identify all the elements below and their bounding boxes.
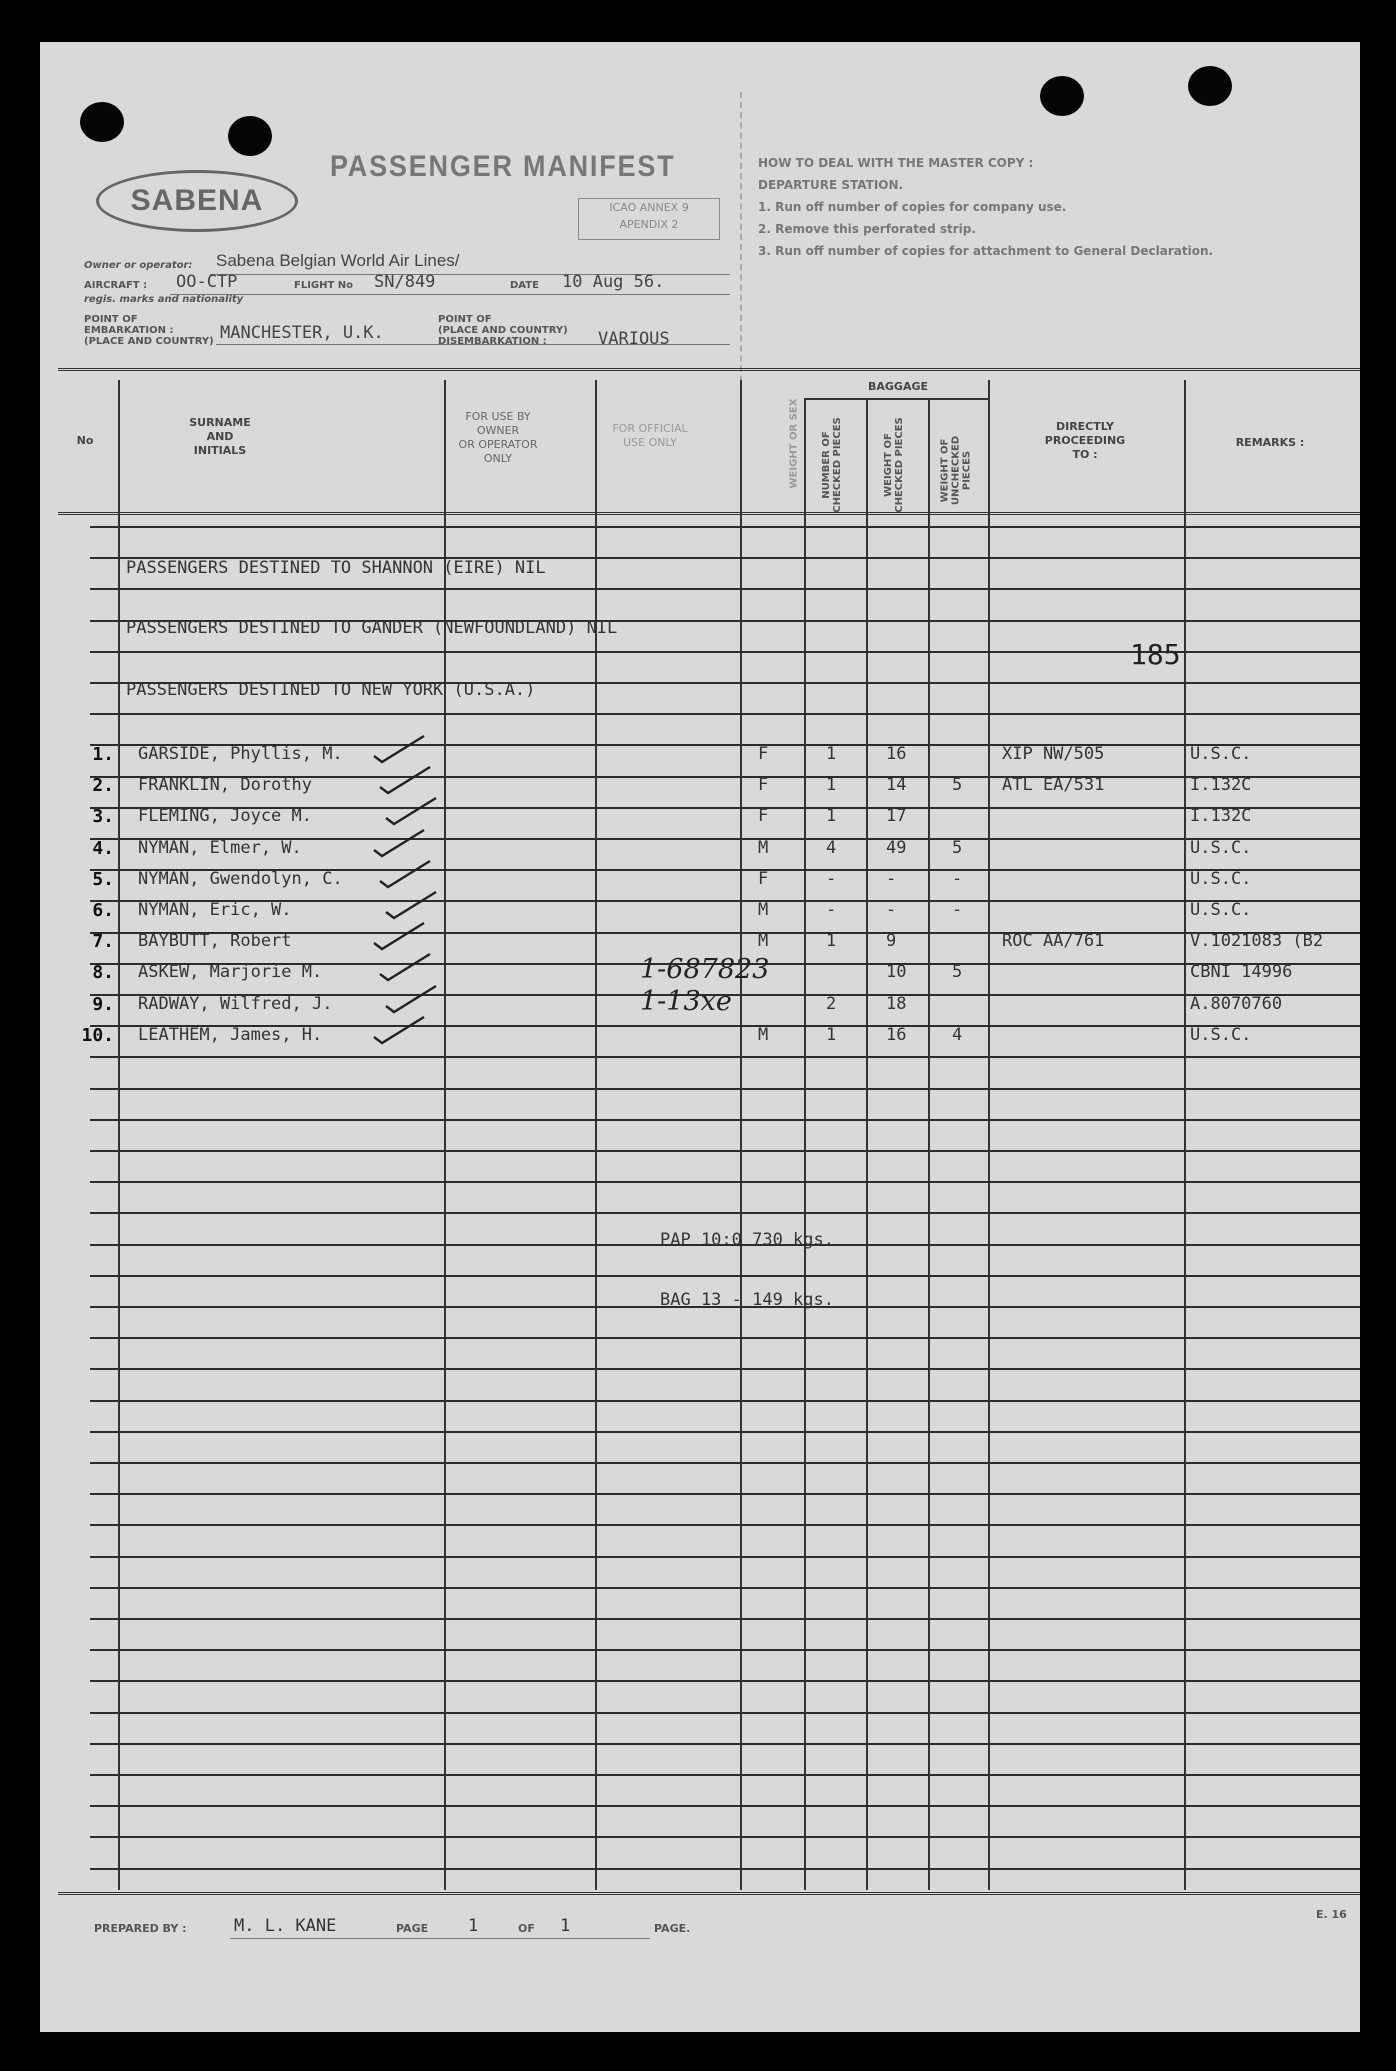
row-rule <box>90 588 1360 590</box>
passenger-sex: F <box>758 868 769 889</box>
passenger-name: ASKEW, Marjorie M. <box>138 962 323 983</box>
check-mark-icon <box>370 826 430 860</box>
checked-weight: 9 <box>886 931 897 952</box>
master-copy-instructions <box>758 152 1348 262</box>
row-rule <box>90 1649 1360 1651</box>
baggage-underline <box>804 398 988 400</box>
row-rule <box>90 1088 1360 1090</box>
footer-underline <box>230 1938 650 1939</box>
row-rule <box>90 1368 1360 1370</box>
check-mark-icon <box>382 794 442 828</box>
checked-weight: 18 <box>886 993 907 1014</box>
passenger-number: 3. <box>92 806 114 828</box>
passenger-number: 2. <box>92 775 114 797</box>
remarks: I.132C <box>1190 775 1252 796</box>
flight-value: SN/849 <box>374 272 436 292</box>
header-bottom-border <box>58 512 1360 515</box>
destination-line: PASSENGERS DESTINED TO SHANNON (EIRE) NIL <box>126 558 546 578</box>
proceeding-to: XIP NW/505 <box>1002 744 1105 764</box>
passenger-number: 8. <box>92 962 114 984</box>
embark-label-1: POINT OF <box>84 314 138 325</box>
destination-line: PASSENGERS DESTINED TO NEW YORK (U.S.A.) <box>126 680 536 700</box>
passenger-name: NYMAN, Eric, W. <box>138 900 292 920</box>
official-use-note: 1-687823 <box>640 954 770 986</box>
date-label: DATE <box>510 280 539 291</box>
checked-weight: 16 <box>886 744 907 764</box>
total-baggage: BAG 13 - 149 kgs. <box>660 1290 834 1310</box>
unchecked-weight: 5 <box>952 962 963 983</box>
row-rule <box>90 1805 1360 1807</box>
owner-label: Owner or operator: <box>84 260 193 271</box>
col-rule <box>1184 380 1186 1890</box>
icao-annex-box: ICAO ANNEX 9 APENDIX 2 <box>578 198 720 240</box>
row-rule <box>90 1618 1360 1620</box>
punch-hole-1 <box>80 102 124 142</box>
aircraft-underline <box>170 294 730 295</box>
checked-pieces: 1 <box>826 744 837 764</box>
col-directly-header: DIRECTLY PROCEEDING TO : <box>1044 420 1126 461</box>
checked-pieces: 4 <box>826 837 837 858</box>
checked-pieces: 1 <box>826 806 837 827</box>
passenger-name: NYMAN, Gwendolyn, C. <box>138 868 343 889</box>
embark-value: MANCHESTER, U.K. <box>220 323 384 343</box>
col-no-header: No <box>76 434 94 447</box>
unchecked-weight: 5 <box>952 837 963 858</box>
row-rule <box>90 713 1360 715</box>
check-mark-icon <box>376 950 436 984</box>
check-mark-icon <box>370 919 430 953</box>
manifest-sheet <box>40 42 1360 2032</box>
checked-pieces: - <box>826 868 837 889</box>
row-rule <box>90 1680 1360 1682</box>
row-rule <box>90 1462 1360 1464</box>
check-mark-icon <box>382 982 442 1016</box>
row-rule <box>90 1493 1360 1495</box>
disembark-label-3: DISEMBARKATION : <box>438 336 547 347</box>
passenger-name: BAYBUTT, Robert <box>138 931 292 952</box>
remarks: CBNI 14996 <box>1190 962 1293 983</box>
proceeding-to: ATL EA/531 <box>1002 775 1105 796</box>
col-rule <box>988 380 990 1890</box>
passenger-number: 9. <box>92 993 114 1015</box>
page-value: 1 <box>468 1916 479 1936</box>
check-mark-icon <box>376 857 436 891</box>
punch-hole-4 <box>1188 66 1232 106</box>
checked-weight: 17 <box>886 806 907 827</box>
row-rule <box>90 1181 1360 1183</box>
punch-hole-3 <box>1040 76 1084 116</box>
instruction-line: 1. Run off number of copies for company use. <box>758 200 1067 214</box>
check-mark-icon <box>376 763 436 797</box>
destination-line: PASSENGERS DESTINED TO GANDER (NEWFOUNDLAND) NIL <box>126 618 618 638</box>
of-value: 1 <box>560 1916 571 1936</box>
col-rule <box>866 400 868 1890</box>
passenger-name: FLEMING, Joyce M. <box>138 806 312 827</box>
passenger-sex: M <box>758 1024 769 1045</box>
row-rule <box>90 1836 1360 1838</box>
proceeding-to: ROC AA/761 <box>1002 931 1105 952</box>
aircraft-value: OO-CTP <box>176 272 238 292</box>
passenger-number: 5. <box>92 868 114 890</box>
passenger-name: NYMAN, Elmer, W. <box>138 837 302 858</box>
table-bottom-border <box>58 1892 1360 1895</box>
row-rule <box>90 1774 1360 1776</box>
of-label: OF <box>518 1922 535 1935</box>
row-rule <box>90 1150 1360 1152</box>
unchecked-weight: 4 <box>952 1024 963 1045</box>
col-baggage-header: BAGGAGE <box>867 380 928 393</box>
checked-pieces: 2 <box>826 993 837 1014</box>
passenger-sex: F <box>758 775 769 796</box>
passenger-number: 1. <box>92 744 114 765</box>
unchecked-weight: 5 <box>952 775 963 796</box>
form-code: E. 16 <box>1316 1908 1347 1921</box>
checked-weight: 14 <box>886 775 907 796</box>
col-remarks-header: REMARKS : <box>1235 436 1305 449</box>
checked-pieces: 1 <box>826 1024 837 1045</box>
row-rule <box>90 1556 1360 1558</box>
row-rule <box>90 526 1360 528</box>
passenger-sex: M <box>758 931 769 952</box>
total-passengers: PAP 10:0 730 kgs. <box>660 1230 834 1250</box>
col-weight-header: WEIGHT OR SEX <box>788 398 800 489</box>
row-rule <box>90 1743 1360 1745</box>
row-rule <box>90 1431 1360 1433</box>
col-rule <box>740 380 742 1890</box>
date-value: 10 Aug 56. <box>562 272 665 292</box>
row-rule <box>90 1868 1360 1870</box>
col-unchecked-wt-header: WEIGHT OF UNCHECKED PIECES <box>939 435 973 506</box>
passenger-sex: F <box>758 806 769 827</box>
col-rule <box>804 400 806 1890</box>
checked-pieces: 1 <box>826 931 837 952</box>
remarks: A.8070760 <box>1190 993 1283 1014</box>
instruction-line: 3. Run off number of copies for attachment to General Declaration. <box>758 244 1214 258</box>
passenger-name: LEATHEM, James, H. <box>138 1024 323 1045</box>
prepared-value: M. L. KANE <box>234 1916 337 1936</box>
passenger-name: GARSIDE, Phyllis, M. <box>138 744 343 764</box>
col-official-header: FOR OFFICIAL USE ONLY <box>612 422 688 449</box>
remarks: I.132C <box>1190 806 1252 827</box>
passenger-sex: M <box>758 900 769 920</box>
table-top-border <box>58 368 1360 371</box>
prepared-label: PREPARED BY : <box>94 1922 187 1935</box>
disembark-value: VARIOUS <box>598 329 670 349</box>
check-mark-icon <box>370 1013 430 1047</box>
unchecked-weight: - <box>952 900 963 920</box>
passenger-number: 6. <box>92 900 114 921</box>
pages-label: PAGE. <box>654 1922 691 1935</box>
embark-label-3: (PLACE AND COUNTRY) <box>84 336 214 347</box>
col-checked-wt-header: WEIGHT OF CHECKED PIECES <box>883 417 905 513</box>
embark-underline <box>216 344 730 345</box>
remarks: U.S.C. <box>1190 868 1252 889</box>
checked-weight: 49 <box>886 837 907 858</box>
passenger-sex: M <box>758 837 769 858</box>
instruction-line: DEPARTURE STATION. <box>758 178 904 192</box>
aircraft-label: AIRCRAFT : <box>84 280 148 291</box>
disembark-label-2: (PLACE AND COUNTRY) <box>438 325 568 336</box>
embark-label-2: EMBARKATION : <box>84 325 174 336</box>
passenger-sex: F <box>758 744 769 764</box>
remarks: V.1021083 (B2 <box>1190 931 1324 952</box>
row-rule <box>90 1275 1360 1277</box>
handwritten-number: 185 <box>1130 638 1181 671</box>
remarks: U.S.C. <box>1190 900 1252 920</box>
row-rule <box>90 1400 1360 1402</box>
remarks: U.S.C. <box>1190 744 1252 764</box>
page-label: PAGE <box>396 1922 429 1935</box>
remarks: U.S.C. <box>1190 837 1252 858</box>
row-rule <box>90 1712 1360 1714</box>
row-rule <box>90 1524 1360 1526</box>
regis-note: regis. marks and nationality <box>84 294 244 305</box>
col-rule <box>595 380 597 1890</box>
instruction-line: HOW TO DEAL WITH THE MASTER COPY : <box>758 156 1034 170</box>
owner-value: Sabena Belgian World Air Lines/ <box>216 251 460 270</box>
checked-weight: 16 <box>886 1024 907 1045</box>
remarks: U.S.C. <box>1190 1024 1252 1045</box>
perforation-line <box>740 92 742 402</box>
row-rule <box>90 1212 1360 1214</box>
checked-weight: 10 <box>886 962 907 983</box>
checked-weight: - <box>886 868 897 889</box>
checked-pieces: 1 <box>826 775 837 796</box>
row-rule <box>90 1056 1360 1058</box>
page-title: PASSENGER MANIFEST <box>330 150 676 183</box>
col-rule <box>118 380 120 1890</box>
unchecked-weight: - <box>952 868 963 889</box>
col-owner-header: FOR USE BY OWNER OR OPERATOR ONLY <box>458 410 538 465</box>
disembark-label-1: POINT OF <box>438 314 492 325</box>
check-mark-icon <box>370 732 430 766</box>
row-rule <box>90 1587 1360 1589</box>
official-use-note: 1-13xe <box>640 985 732 1017</box>
passenger-number: 4. <box>92 837 114 859</box>
col-surname-header: SURNAME AND INITIALS <box>189 416 251 457</box>
passenger-name: RADWAY, Wilfred, J. <box>138 993 333 1014</box>
checked-pieces: - <box>826 900 837 920</box>
row-rule <box>90 1119 1360 1121</box>
punch-hole-2 <box>228 116 272 156</box>
instruction-line: 2. Remove this perforated strip. <box>758 222 976 236</box>
row-rule <box>90 1337 1360 1339</box>
passenger-number: 10. <box>81 1024 114 1046</box>
col-rule <box>928 400 930 1890</box>
col-checked-num-header: NUMBER OF CHECKED PIECES <box>821 417 843 513</box>
sabena-logo: SABENA <box>96 170 298 232</box>
flight-label: FLIGHT No <box>294 280 354 291</box>
check-mark-icon <box>382 888 442 922</box>
passenger-name: FRANKLIN, Dorothy <box>138 775 312 796</box>
col-rule <box>444 380 446 1890</box>
passenger-number: 7. <box>92 931 114 953</box>
checked-weight: - <box>886 900 897 920</box>
